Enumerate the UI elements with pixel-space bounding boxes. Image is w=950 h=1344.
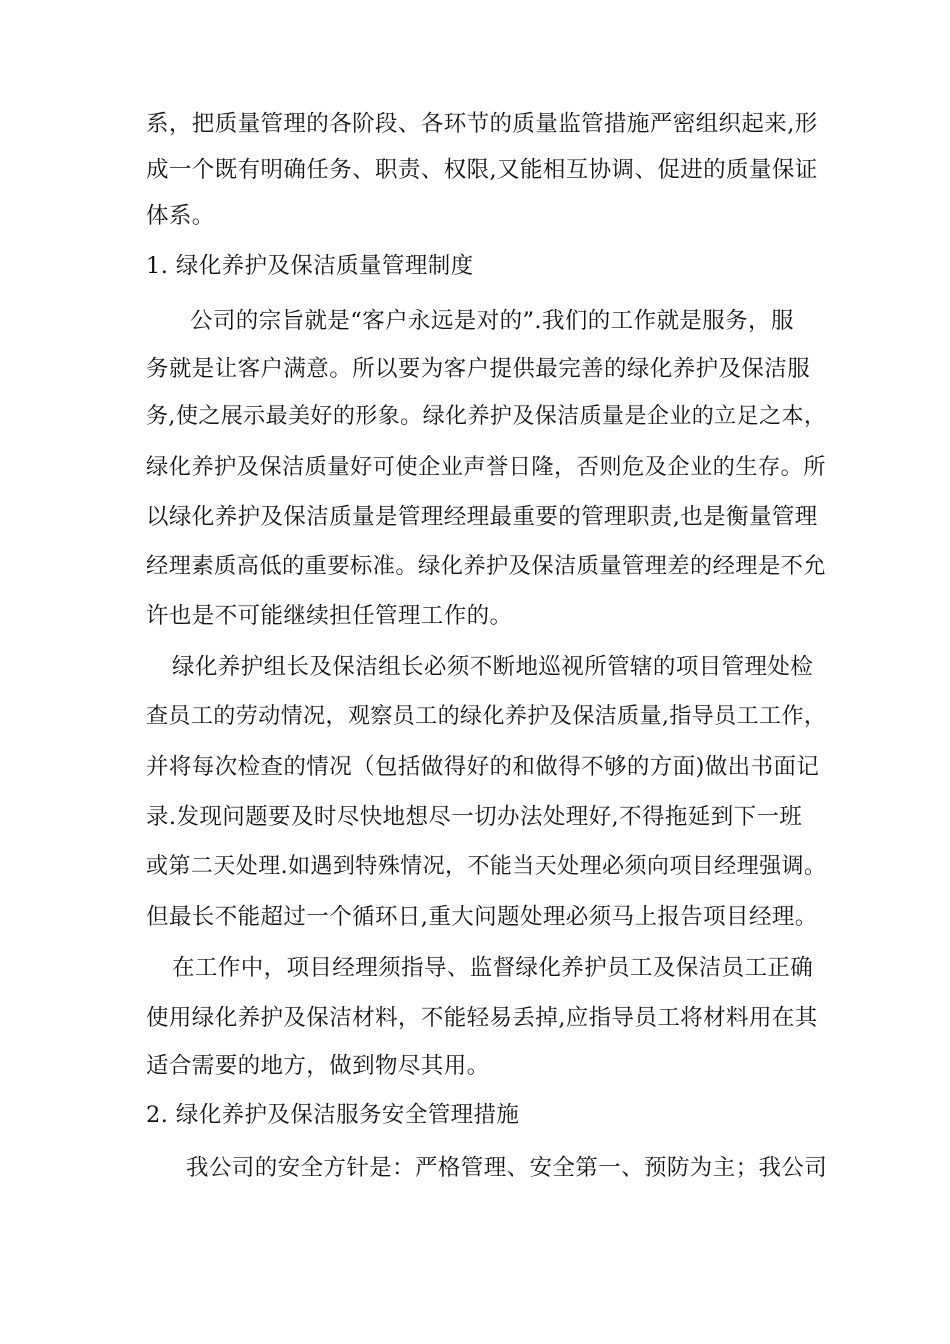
body-text-line: 公司的宗旨就是“客户永远是对的”.我们的工作就是服务，服	[190, 308, 794, 334]
section-heading: 1. 绿化养护及保洁质量管理制度	[146, 253, 474, 279]
body-text-line: 绿化养护及保洁质量好可使企业声誉日隆，否则危及企业的生存。所	[146, 454, 826, 480]
body-text-line: 以绿化养护及保洁质量是管理经理最重要的管理职责,也是衡量管理	[146, 504, 818, 530]
body-text-line: 绿化养护组长及保洁组长必须不断地巡视所管辖的项目管理处检	[172, 654, 814, 680]
body-text-line: 但最长不能超过一个循环日,重大问题处理必须马上报告项目经理。	[146, 904, 818, 930]
body-text-line: 务就是让客户满意。所以要为客户提供最完善的绿化养护及保洁服	[146, 356, 811, 382]
body-text-line: 许也是不可能继续担任管理工作的。	[146, 603, 513, 629]
body-text-line: 并将每次检查的情况（包括做得好的和做得不够的方面)做出书面记	[146, 754, 820, 780]
body-text-line: 查员工的劳动情况，观察员工的绿化养护及保洁质量,指导员工工作，	[146, 704, 827, 729]
body-text-line: 务,使之展示最美好的形象。绿化养护及保洁质量是企业的立足之本，	[146, 404, 827, 429]
body-text-line: 体系。	[146, 203, 215, 229]
body-text-line: 录.发现问题要及时尽快地想尽一切办法处理好,不得拖延到下一班	[146, 804, 803, 830]
body-text-line: 系，把质量管理的各阶段、各环节的质量监管措施严密组织起来,形	[146, 111, 818, 137]
body-text-line: 在工作中，项目经理须指导、监督绿化养护员工及保洁员工正确	[172, 955, 814, 981]
body-text-line: 成一个既有明确任务、职责、权限,又能相互协调、促进的质量保证	[146, 157, 818, 183]
body-text-line: 适合需要的地方，做到物尽其用。	[146, 1053, 490, 1079]
body-text-line: 使用绿化养护及保洁材料，不能轻易丢掉,应指导员工将材料用在其	[146, 1005, 818, 1031]
section-heading: 2. 绿化养护及保洁服务安全管理措施	[146, 1102, 520, 1128]
body-text-line: 经理素质高低的重要标准。绿化养护及保洁质量管理差的经理是不允	[146, 553, 826, 579]
body-text-line: 或第二天处理.如遇到特殊情况，不能当天处理必须向项目经理强调。	[146, 854, 827, 879]
body-text-line: 我公司的安全方针是：严格管理、安全第一、预防为主；我公司	[186, 1155, 828, 1181]
